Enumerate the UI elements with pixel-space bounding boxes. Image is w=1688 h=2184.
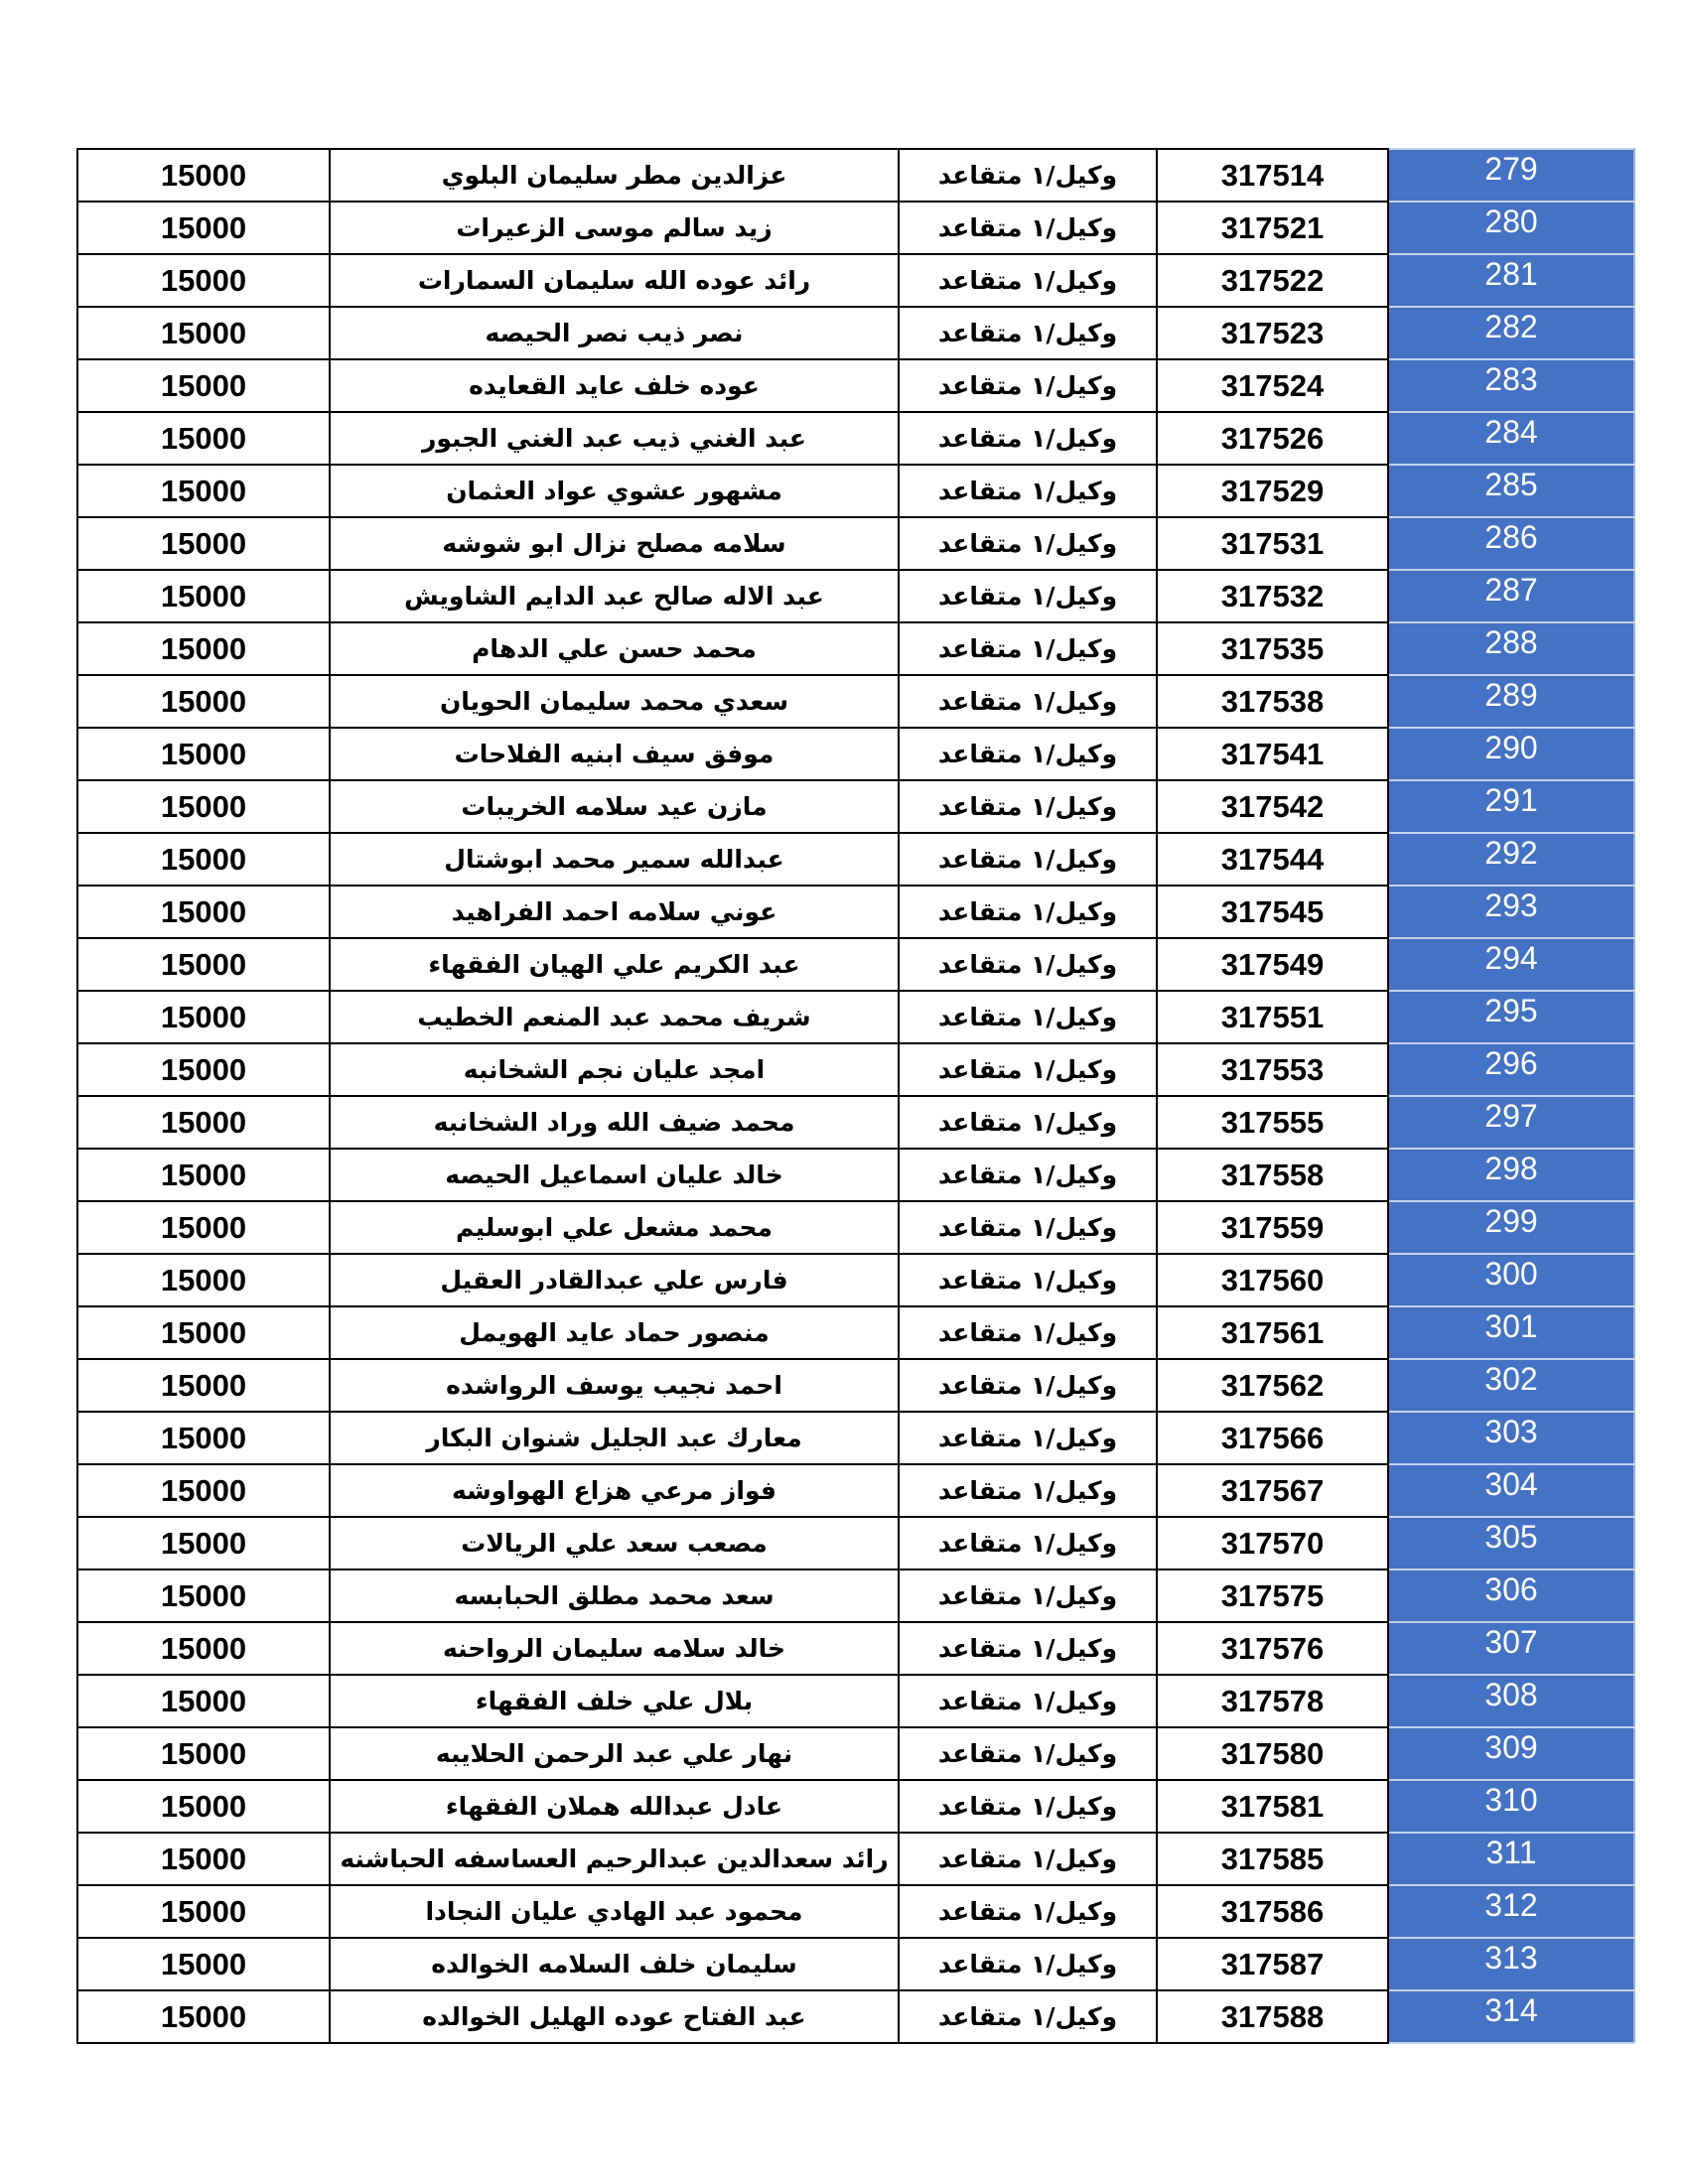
rank-status-cell: وكيل/١ متقاعد — [899, 1727, 1157, 1780]
table-body — [77, 149, 1634, 2043]
table-row — [77, 938, 1634, 991]
sequence-number-cell: 293 — [1388, 886, 1634, 938]
sequence-number-cell: 297 — [1388, 1096, 1634, 1149]
amount-cell: 15000 — [77, 1727, 330, 1780]
full-name-cell: احمد نجيب يوسف الرواشده — [330, 1359, 899, 1412]
amount-cell: 15000 — [77, 1306, 330, 1359]
full-name-cell: معارك عبد الجليل شنوان البكار — [330, 1412, 899, 1464]
sequence-number-cell: 304 — [1388, 1464, 1634, 1517]
rank-status-cell: وكيل/١ متقاعد — [899, 1043, 1157, 1096]
full-name-cell: رائد عوده الله سليمان السمارات — [330, 254, 899, 307]
full-name-cell: مشهور عشوي عواد العثمان — [330, 465, 899, 517]
amount-cell: 15000 — [77, 1990, 330, 2043]
military-number-cell: 317542 — [1157, 780, 1388, 833]
rank-status-cell: وكيل/١ متقاعد — [899, 675, 1157, 728]
table-row — [77, 1096, 1634, 1149]
military-number-cell: 317551 — [1157, 991, 1388, 1043]
amount-cell: 15000 — [77, 1622, 330, 1675]
sequence-number-cell: 298 — [1388, 1149, 1634, 1201]
amount-cell: 15000 — [77, 1833, 330, 1885]
full-name-cell: منصور حماد عايد الهويمل — [330, 1306, 899, 1359]
table-row — [77, 1043, 1634, 1096]
amount-cell: 15000 — [77, 1254, 330, 1306]
table-row — [77, 1990, 1634, 2043]
table-row — [77, 1622, 1634, 1675]
table-row — [77, 1412, 1634, 1464]
table-row — [77, 1359, 1634, 1412]
table-row — [77, 254, 1634, 307]
amount-cell: 15000 — [77, 1675, 330, 1727]
military-number-cell: 317524 — [1157, 359, 1388, 412]
full-name-cell: محمد حسن علي الدهام — [330, 622, 899, 675]
rank-status-cell: وكيل/١ متقاعد — [899, 254, 1157, 307]
full-name-cell: رائد سعدالدين عبدالرحيم العساسفه الحباشنه — [330, 1833, 899, 1885]
table-row — [77, 1464, 1634, 1517]
amount-cell: 15000 — [77, 1464, 330, 1517]
full-name-cell: نصر ذيب نصر الحيصه — [330, 307, 899, 359]
rank-status-cell: وكيل/١ متقاعد — [899, 412, 1157, 465]
sequence-number-cell: 290 — [1388, 728, 1634, 780]
table-row — [77, 202, 1634, 254]
sequence-number-cell: 314 — [1388, 1990, 1634, 2043]
rank-status-cell: وكيل/١ متقاعد — [899, 1938, 1157, 1990]
amount-cell: 15000 — [77, 412, 330, 465]
military-number-cell: 317526 — [1157, 412, 1388, 465]
amount-cell: 15000 — [77, 202, 330, 254]
amount-cell: 15000 — [77, 149, 330, 202]
military-number-cell: 317544 — [1157, 833, 1388, 886]
amount-cell: 15000 — [77, 780, 330, 833]
sequence-number-cell: 313 — [1388, 1938, 1634, 1990]
amount-cell: 15000 — [77, 1149, 330, 1201]
military-number-cell: 317558 — [1157, 1149, 1388, 1201]
rank-status-cell: وكيل/١ متقاعد — [899, 1412, 1157, 1464]
military-number-cell: 317588 — [1157, 1990, 1388, 2043]
rank-status-cell: وكيل/١ متقاعد — [899, 938, 1157, 991]
sequence-number-cell: 299 — [1388, 1201, 1634, 1254]
amount-cell: 15000 — [77, 1201, 330, 1254]
rank-status-cell: وكيل/١ متقاعد — [899, 1517, 1157, 1570]
amount-cell: 15000 — [77, 675, 330, 728]
military-number-cell: 317523 — [1157, 307, 1388, 359]
sequence-number-cell: 279 — [1388, 149, 1634, 202]
full-name-cell: سعدي محمد سليمان الحويان — [330, 675, 899, 728]
table-row — [77, 1570, 1634, 1622]
amount-cell: 15000 — [77, 307, 330, 359]
rank-status-cell: وكيل/١ متقاعد — [899, 1201, 1157, 1254]
amount-cell: 15000 — [77, 728, 330, 780]
table-row — [77, 307, 1634, 359]
amount-cell: 15000 — [77, 1570, 330, 1622]
amount-cell: 15000 — [77, 517, 330, 570]
rank-status-cell: وكيل/١ متقاعد — [899, 359, 1157, 412]
amount-cell: 15000 — [77, 1780, 330, 1833]
sequence-number-cell: 294 — [1388, 938, 1634, 991]
amount-cell: 15000 — [77, 254, 330, 307]
military-number-cell: 317570 — [1157, 1517, 1388, 1570]
full-name-cell: عبد الفتاح عوده الهليل الخوالده — [330, 1990, 899, 2043]
table-row — [77, 886, 1634, 938]
rank-status-cell: وكيل/١ متقاعد — [899, 1885, 1157, 1938]
sequence-number-cell: 305 — [1388, 1517, 1634, 1570]
amount-cell: 15000 — [77, 465, 330, 517]
table-row — [77, 1885, 1634, 1938]
table-row — [77, 675, 1634, 728]
table-row — [77, 1727, 1634, 1780]
sequence-number-cell: 295 — [1388, 991, 1634, 1043]
rank-status-cell: وكيل/١ متقاعد — [899, 307, 1157, 359]
sequence-number-cell: 280 — [1388, 202, 1634, 254]
military-number-cell: 317538 — [1157, 675, 1388, 728]
military-number-cell: 317580 — [1157, 1727, 1388, 1780]
rank-status-cell: وكيل/١ متقاعد — [899, 1622, 1157, 1675]
military-number-cell: 317529 — [1157, 465, 1388, 517]
rank-status-cell: وكيل/١ متقاعد — [899, 465, 1157, 517]
table-row — [77, 1938, 1634, 1990]
sequence-number-cell: 302 — [1388, 1359, 1634, 1412]
table-row — [77, 517, 1634, 570]
table-row — [77, 1833, 1634, 1885]
military-number-cell: 317576 — [1157, 1622, 1388, 1675]
full-name-cell: عبد الغني ذيب عبد الغني الجبور — [330, 412, 899, 465]
sequence-number-cell: 291 — [1388, 780, 1634, 833]
military-number-cell: 317535 — [1157, 622, 1388, 675]
full-name-cell: بلال علي خلف الفقهاء — [330, 1675, 899, 1727]
military-number-cell: 317585 — [1157, 1833, 1388, 1885]
full-name-cell: شريف محمد عبد المنعم الخطيب — [330, 991, 899, 1043]
table-row — [77, 359, 1634, 412]
military-number-cell: 317575 — [1157, 1570, 1388, 1622]
military-number-cell: 317561 — [1157, 1306, 1388, 1359]
rank-status-cell: وكيل/١ متقاعد — [899, 886, 1157, 938]
sequence-number-cell: 288 — [1388, 622, 1634, 675]
rank-status-cell: وكيل/١ متقاعد — [899, 1833, 1157, 1885]
rank-status-cell: وكيل/١ متقاعد — [899, 991, 1157, 1043]
rank-status-cell: وكيل/١ متقاعد — [899, 622, 1157, 675]
full-name-cell: عبدالله سمير محمد ابوشتال — [330, 833, 899, 886]
sequence-number-cell: 292 — [1388, 833, 1634, 886]
table-row — [77, 570, 1634, 622]
military-number-cell: 317567 — [1157, 1464, 1388, 1517]
rank-status-cell: وكيل/١ متقاعد — [899, 1254, 1157, 1306]
full-name-cell: سلامه مصلح نزال ابو شوشه — [330, 517, 899, 570]
full-name-cell: سليمان خلف السلامه الخوالده — [330, 1938, 899, 1990]
military-number-cell: 317566 — [1157, 1412, 1388, 1464]
full-name-cell: عوده خلف عايد القعايده — [330, 359, 899, 412]
full-name-cell: محمد مشعل علي ابوسليم — [330, 1201, 899, 1254]
table-row — [77, 1780, 1634, 1833]
amount-cell: 15000 — [77, 1517, 330, 1570]
full-name-cell: نهار علي عبد الرحمن الحلايبه — [330, 1727, 899, 1780]
amount-cell: 15000 — [77, 991, 330, 1043]
military-number-cell: 317531 — [1157, 517, 1388, 570]
military-number-cell: 317586 — [1157, 1885, 1388, 1938]
amount-cell: 15000 — [77, 938, 330, 991]
sequence-number-cell: 289 — [1388, 675, 1634, 728]
full-name-cell: فارس علي عبدالقادر العقيل — [330, 1254, 899, 1306]
rank-status-cell: وكيل/١ متقاعد — [899, 1570, 1157, 1622]
rank-status-cell: وكيل/١ متقاعد — [899, 1359, 1157, 1412]
rank-status-cell: وكيل/١ متقاعد — [899, 833, 1157, 886]
full-name-cell: فواز مرعي هزاع الهواوشه — [330, 1464, 899, 1517]
full-name-cell: عزالدين مطر سليمان البلوي — [330, 149, 899, 202]
table-row — [77, 1517, 1634, 1570]
military-number-cell: 317560 — [1157, 1254, 1388, 1306]
table-row — [77, 780, 1634, 833]
amount-cell: 15000 — [77, 1938, 330, 1990]
table-row — [77, 149, 1634, 202]
military-number-cell: 317532 — [1157, 570, 1388, 622]
table-row — [77, 1675, 1634, 1727]
rank-status-cell: وكيل/١ متقاعد — [899, 1149, 1157, 1201]
military-number-cell: 317549 — [1157, 938, 1388, 991]
amount-cell: 15000 — [77, 1096, 330, 1149]
military-number-cell: 317521 — [1157, 202, 1388, 254]
rank-status-cell: وكيل/١ متقاعد — [899, 570, 1157, 622]
full-name-cell: خالد عليان اسماعيل الحيصه — [330, 1149, 899, 1201]
rank-status-cell: وكيل/١ متقاعد — [899, 1096, 1157, 1149]
sequence-number-cell: 287 — [1388, 570, 1634, 622]
amount-cell: 15000 — [77, 1043, 330, 1096]
rank-status-cell: وكيل/١ متقاعد — [899, 728, 1157, 780]
table-row — [77, 1254, 1634, 1306]
full-name-cell: عبد الكريم علي الهيان الفقهاء — [330, 938, 899, 991]
sequence-number-cell: 309 — [1388, 1727, 1634, 1780]
table-row — [77, 1201, 1634, 1254]
full-name-cell: خالد سلامه سليمان الرواحنه — [330, 1622, 899, 1675]
sequence-number-cell: 301 — [1388, 1306, 1634, 1359]
rank-status-cell: وكيل/١ متقاعد — [899, 1675, 1157, 1727]
sequence-number-cell: 307 — [1388, 1622, 1634, 1675]
amount-cell: 15000 — [77, 622, 330, 675]
rank-status-cell: وكيل/١ متقاعد — [899, 149, 1157, 202]
sequence-number-cell: 286 — [1388, 517, 1634, 570]
beneficiaries-table — [76, 148, 1635, 2044]
rank-status-cell: وكيل/١ متقاعد — [899, 1306, 1157, 1359]
military-number-cell: 317522 — [1157, 254, 1388, 307]
sequence-number-cell: 282 — [1388, 307, 1634, 359]
sequence-number-cell: 300 — [1388, 1254, 1634, 1306]
sequence-number-cell: 311 — [1388, 1833, 1634, 1885]
military-number-cell: 317555 — [1157, 1096, 1388, 1149]
sequence-number-cell: 310 — [1388, 1780, 1634, 1833]
rank-status-cell: وكيل/١ متقاعد — [899, 517, 1157, 570]
full-name-cell: عبد الاله صالح عبد الدايم الشاويش — [330, 570, 899, 622]
full-name-cell: امجد عليان نجم الشخانبه — [330, 1043, 899, 1096]
table-row — [77, 833, 1634, 886]
military-number-cell: 317553 — [1157, 1043, 1388, 1096]
military-number-cell: 317541 — [1157, 728, 1388, 780]
full-name-cell: محمد ضيف الله وراد الشخانبه — [330, 1096, 899, 1149]
full-name-cell: سعد محمد مطلق الحبابسه — [330, 1570, 899, 1622]
sequence-number-cell: 284 — [1388, 412, 1634, 465]
amount-cell: 15000 — [77, 1359, 330, 1412]
rank-status-cell: وكيل/١ متقاعد — [899, 1990, 1157, 2043]
rank-status-cell: وكيل/١ متقاعد — [899, 202, 1157, 254]
military-number-cell: 317514 — [1157, 149, 1388, 202]
table-row — [77, 728, 1634, 780]
full-name-cell: مصعب سعد علي الريالات — [330, 1517, 899, 1570]
table-row — [77, 412, 1634, 465]
table-row — [77, 991, 1634, 1043]
sequence-number-cell: 296 — [1388, 1043, 1634, 1096]
table-row — [77, 622, 1634, 675]
amount-cell: 15000 — [77, 359, 330, 412]
table-row — [77, 1306, 1634, 1359]
full-name-cell: محمود عبد الهادي عليان النجادا — [330, 1885, 899, 1938]
military-number-cell: 317562 — [1157, 1359, 1388, 1412]
amount-cell: 15000 — [77, 886, 330, 938]
sequence-number-cell: 285 — [1388, 465, 1634, 517]
full-name-cell: مازن عيد سلامه الخريبات — [330, 780, 899, 833]
sequence-number-cell: 283 — [1388, 359, 1634, 412]
amount-cell: 15000 — [77, 1412, 330, 1464]
sequence-number-cell: 303 — [1388, 1412, 1634, 1464]
amount-cell: 15000 — [77, 833, 330, 886]
rank-status-cell: وكيل/١ متقاعد — [899, 1464, 1157, 1517]
military-number-cell: 317581 — [1157, 1780, 1388, 1833]
amount-cell: 15000 — [77, 570, 330, 622]
military-number-cell: 317559 — [1157, 1201, 1388, 1254]
sequence-number-cell: 281 — [1388, 254, 1634, 307]
amount-cell: 15000 — [77, 1885, 330, 1938]
full-name-cell: عوني سلامه احمد الفراهيد — [330, 886, 899, 938]
full-name-cell: موفق سيف ابنيه الفلاحات — [330, 728, 899, 780]
table-row — [77, 465, 1634, 517]
full-name-cell: عادل عبدالله هملان الفقهاء — [330, 1780, 899, 1833]
military-number-cell: 317587 — [1157, 1938, 1388, 1990]
full-name-cell: زيد سالم موسى الزعيرات — [330, 202, 899, 254]
military-number-cell: 317545 — [1157, 886, 1388, 938]
table-row — [77, 1149, 1634, 1201]
sequence-number-cell: 306 — [1388, 1570, 1634, 1622]
rank-status-cell: وكيل/١ متقاعد — [899, 1780, 1157, 1833]
military-number-cell: 317578 — [1157, 1675, 1388, 1727]
sequence-number-cell: 308 — [1388, 1675, 1634, 1727]
rank-status-cell: وكيل/١ متقاعد — [899, 780, 1157, 833]
sequence-number-cell: 312 — [1388, 1885, 1634, 1938]
